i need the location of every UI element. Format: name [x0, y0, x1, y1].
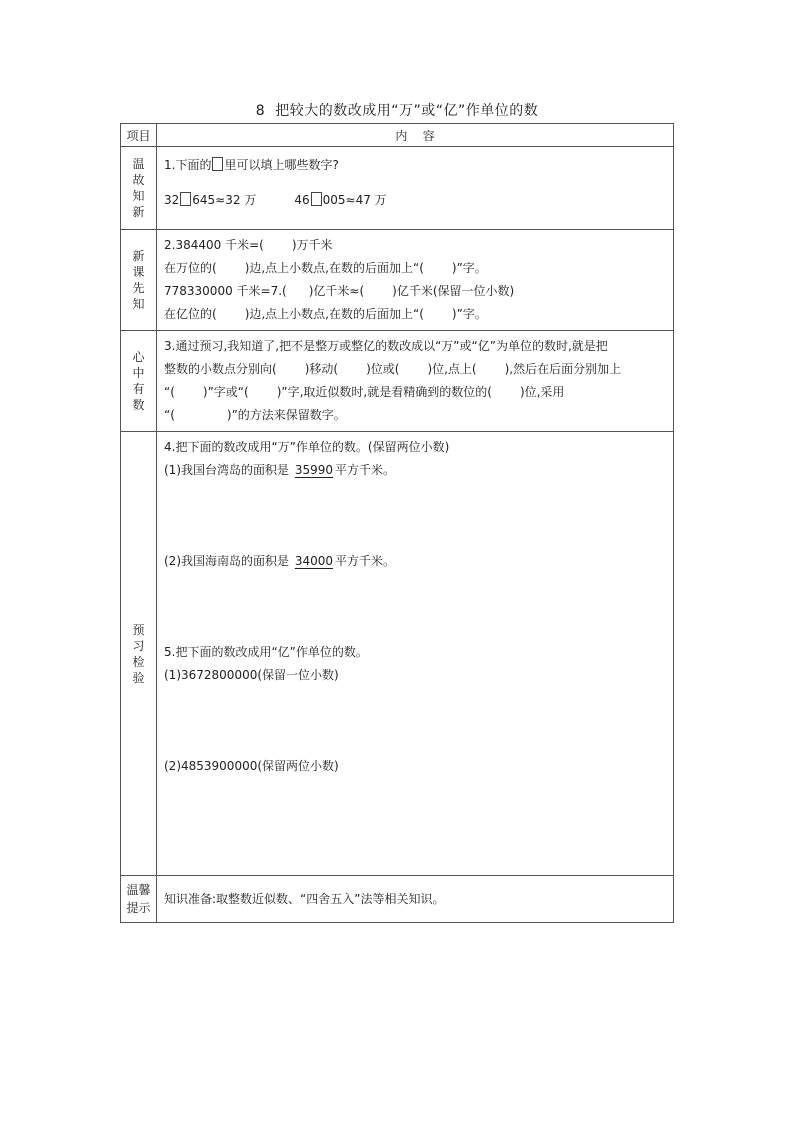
- mind-line-4: “( )”的方法来保留数字。: [164, 408, 346, 422]
- row-review: [121, 147, 674, 230]
- lesson-number: 8: [255, 103, 266, 119]
- review-equations: 32 645≈32 万 46 005≈47 万: [164, 193, 387, 207]
- lesson-title: 把较大的数改成用“万”或“亿”作单位的数: [275, 103, 539, 119]
- blank-box-icon: [212, 157, 223, 171]
- row-label-tips: 温馨提示: [126, 883, 151, 915]
- underlined-number: 35990: [294, 463, 334, 477]
- table-header-row: [121, 124, 674, 147]
- row-label-mind: 心中有数: [132, 350, 145, 412]
- new-line-4: 在亿位的( )边,点上小数点,在数的后面加上“( )”字。: [164, 307, 487, 321]
- row-preview: [121, 432, 674, 876]
- row-new-lesson: [121, 230, 674, 331]
- preview-q4-1: (1)我国台湾岛的面积是 35990 平方千米。: [164, 463, 396, 477]
- preview-q4: 4.把下面的数改成用“万”作单位的数。(保留两位小数): [164, 440, 450, 454]
- mind-line-3: “( )”字或“( )”字,取近似数时,就是看精确到的数位的( )位,采用: [164, 385, 565, 399]
- review-question: 1.下面的 里可以填上哪些数字?: [164, 158, 339, 172]
- new-line-2: 在万位的( )边,点上小数点,在数的后面加上“( )”字。: [164, 261, 487, 275]
- header-item: 项目: [121, 124, 157, 147]
- page-title: [0, 100, 794, 120]
- preview-q5-2: (2)4853900000(保留两位小数): [164, 759, 339, 773]
- preview-q5-1: (1)3672800000(保留一位小数): [164, 668, 339, 682]
- mind-line-2: 整数的小数点分别向( )移动( )位或( )位,点上( ),然后在后面分别加上: [164, 362, 622, 376]
- row-label-new: 新课先知: [132, 249, 145, 311]
- blank-box-icon: [311, 192, 322, 206]
- preview-q5: 5.把下面的数改成用“亿”作单位的数。: [164, 645, 368, 659]
- preview-q4-2: (2)我国海南岛的面积是 34000 平方千米。: [164, 554, 396, 568]
- new-line-3: 778330000 千米=7.( )亿千米≈( )亿千米(保留一位小数): [164, 284, 515, 298]
- header-content: 内 容: [157, 124, 674, 147]
- tips-text: 知识准备:取整数近似数、“四舍五入”法等相关知识。: [164, 891, 445, 906]
- row-mind: [121, 331, 674, 432]
- worksheet-table: [120, 123, 674, 923]
- row-label-preview: 预习检验: [132, 622, 145, 685]
- underlined-number: 34000: [294, 554, 334, 568]
- row-label-review: 温故知新: [132, 157, 145, 219]
- row-tips: [121, 876, 674, 923]
- blank-box-icon: [180, 192, 191, 206]
- mind-line-1: 3.通过预习,我知道了,把不是整万或整亿的数改成以“万”或“亿”为单位的数时,就是把: [164, 339, 608, 353]
- new-line-1: 2.384400 千米=( )万千米: [164, 238, 333, 252]
